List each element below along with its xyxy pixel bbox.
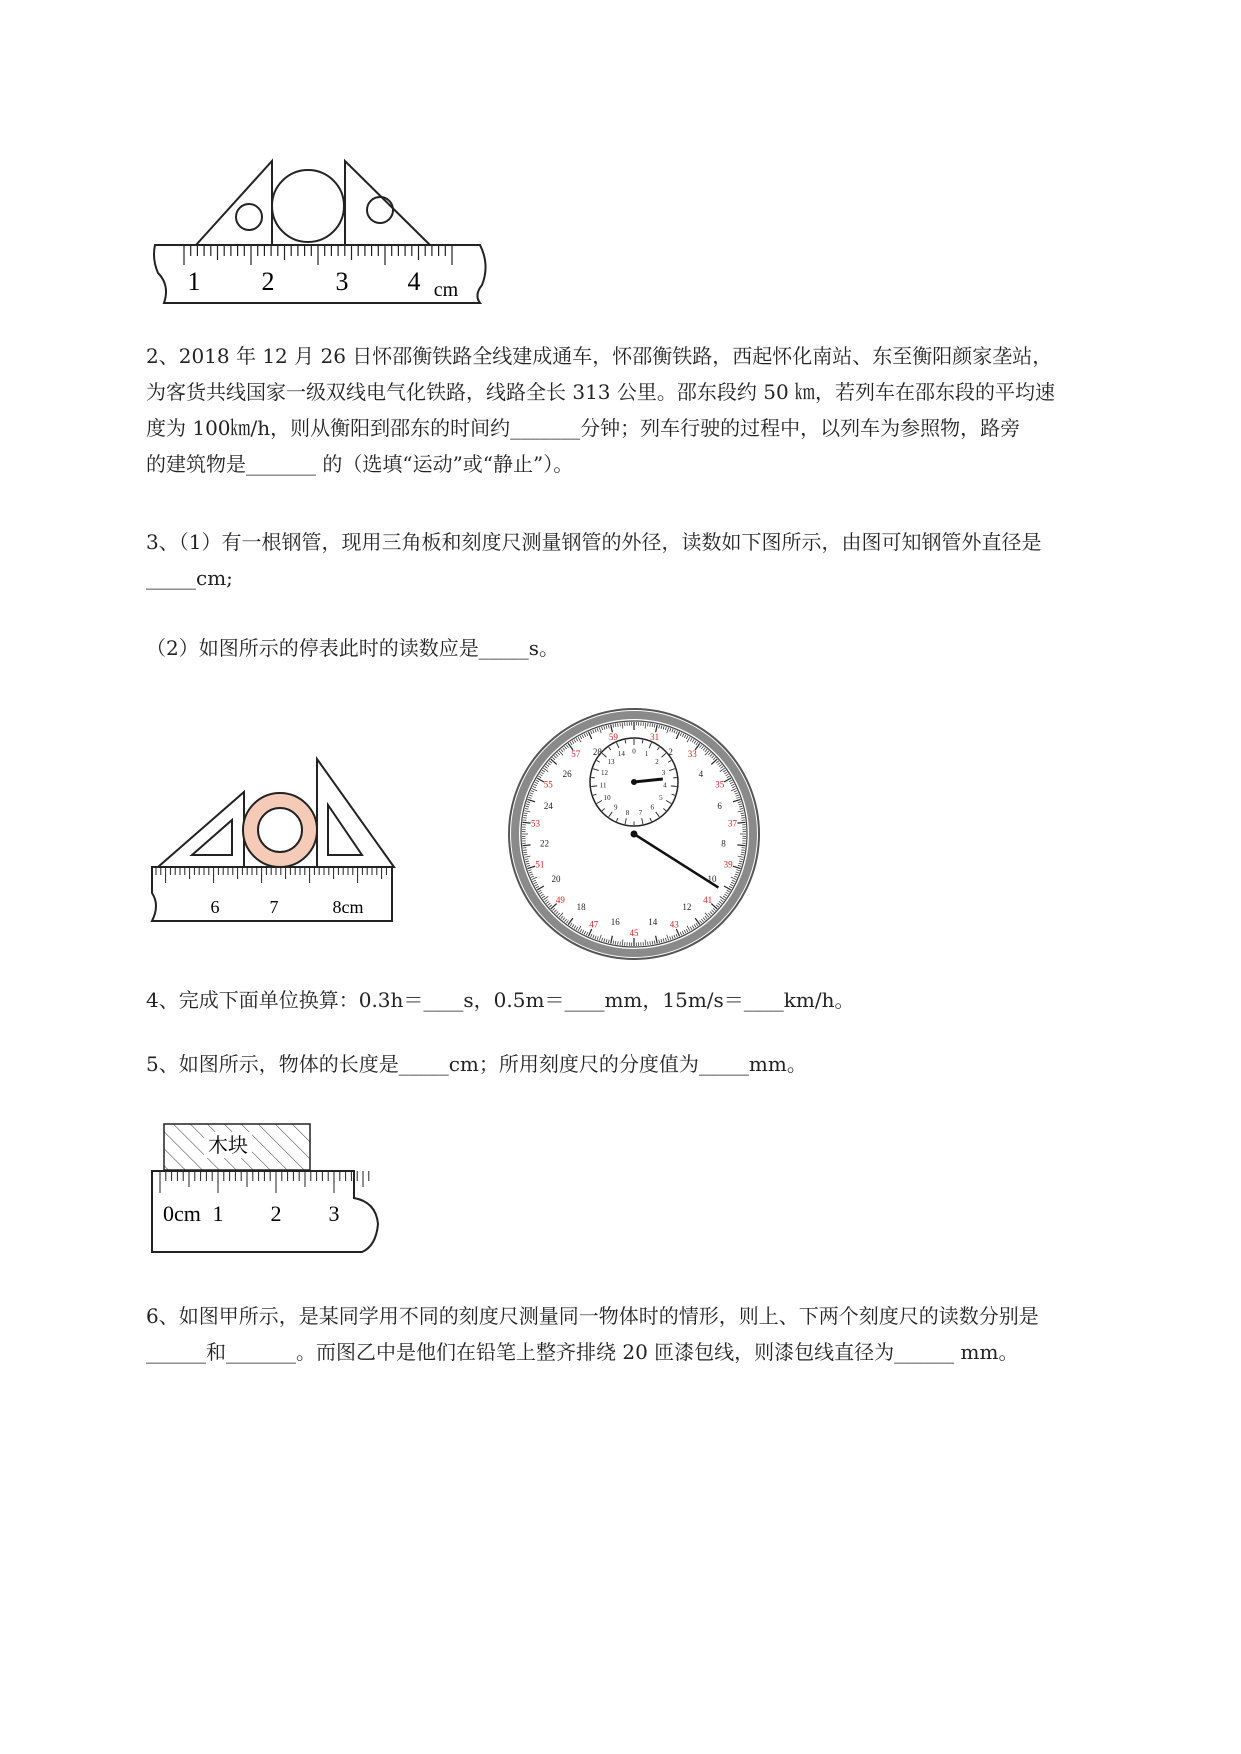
question-4 (146, 982, 1156, 1018)
dial-label: 2 (668, 746, 673, 757)
dial-label-red: 55 (543, 779, 553, 790)
dial-label-red: 39 (723, 859, 733, 870)
q4-text: 4、完成下面单位换算：0.3h＝____s，0.5m＝____mm，15m/s＝____km/h。 (146, 988, 855, 1012)
wood-block-label: 木块 (208, 1135, 248, 1157)
inner-dial-label: 4 (663, 781, 667, 790)
dial-label-red: 47 (589, 919, 599, 930)
q2-line1: 2、2018 年 12 月 26 日怀邵衡铁路全线建成通车，怀邵衡铁路，西起怀化南站、东至衡阳颜家垄站， (146, 344, 1053, 368)
dial-label: 28 (592, 746, 602, 757)
dial-label: 8 (721, 838, 726, 849)
fig1-label-3: 3 (335, 267, 349, 296)
wood-block-figure (150, 1118, 390, 1258)
inner-dial-label: 9 (614, 803, 618, 812)
inner-dial-tick (671, 786, 677, 787)
inner-dial-label: 7 (638, 808, 643, 817)
q2-line3: 度为 100㎞/h，则从衡阳到邵东的时间约_______分钟；列车行驶的过程中，以列车为参照物，路旁 (146, 416, 1021, 440)
dial-tick (523, 845, 531, 846)
q3-line3: （2）如图所示的停表此时的读数应是_____s。 (146, 636, 559, 660)
dial-label: 14 (648, 917, 658, 928)
dial-label-red: 49 (555, 895, 565, 906)
dial-label: 12 (682, 901, 692, 912)
question-5 (146, 1046, 1156, 1082)
inner-dial-label: 8 (625, 808, 630, 817)
dial-label-red: 57 (571, 748, 581, 759)
stopwatch (506, 706, 762, 962)
dial-label: 18 (576, 901, 586, 912)
inner-dial-label: 2 (655, 757, 659, 766)
dial-label-red: 43 (669, 919, 679, 930)
q5-text: 5、如图所示，物体的长度是_____cm；所用刻度尺的分度值为_____mm。 (146, 1052, 807, 1076)
dial-label: 4 (698, 768, 704, 779)
dial-label-red: 51 (535, 859, 545, 870)
inner-dial-label: 11 (599, 781, 607, 790)
dial-label-red: 33 (687, 748, 697, 759)
dial-label-red: 31 (650, 732, 660, 743)
dial-label: 6 (717, 801, 722, 812)
inner-dial-label: 14 (617, 750, 625, 759)
dial-label: 20 (551, 874, 561, 884)
dial-label: 24 (543, 801, 553, 812)
q2-line4: 的建筑物是_______ 的（选填“运动”或“静止”）。 (146, 452, 574, 476)
fig3-label-0cm: 0cm (163, 1201, 201, 1226)
inner-dial-label: 6 (650, 803, 654, 812)
dial-tick (523, 822, 531, 823)
dial-label-red: 37 (727, 818, 737, 829)
inner-dial-label: 10 (603, 794, 611, 802)
inner-dial-label: 0 (632, 747, 636, 756)
dial-label-red: 41 (703, 895, 713, 906)
dial-label: 16 (610, 917, 620, 928)
fig2-label-8cm: 8cm (332, 897, 364, 917)
fig1-label-1: 1 (187, 267, 201, 296)
dial-label: 22 (539, 838, 549, 849)
dial-label-red: 45 (629, 928, 639, 938)
inner-dial-tick (591, 786, 597, 787)
inner-dial-label: 5 (659, 794, 663, 802)
question-3-part2 (146, 630, 1156, 666)
fig1-label-4: 4 (407, 267, 421, 296)
dial-label: 10 (707, 874, 717, 884)
inner-dial-label: 12 (601, 768, 609, 777)
inner-dial-label: 1 (644, 750, 649, 759)
fig3-label-1: 1 (212, 1201, 224, 1226)
dial-tick (737, 822, 745, 823)
fig3-label-3: 3 (328, 1201, 340, 1226)
fig1-unit: cm (433, 279, 459, 301)
dial-label-red: 35 (715, 779, 725, 790)
q6-line2: ______和_______。而图乙中是他们在铅笔上整齐排绕 20 匝漆包线，则漆包线直径为______ mm。 (146, 1340, 1019, 1364)
question-3 (146, 524, 1156, 596)
pipe-measure-figure (148, 755, 398, 925)
fig2-label-7: 7 (269, 897, 279, 917)
inner-dial-label: 3 (661, 768, 666, 777)
question-6 (146, 1298, 1156, 1370)
fig2-label-6: 6 (210, 897, 220, 917)
dial-label-red: 59 (608, 732, 618, 743)
inner-dial-label: 13 (607, 757, 615, 766)
fig1-label-2: 2 (261, 267, 275, 296)
q3-line2: _____cm; (146, 566, 233, 590)
question-2 (146, 338, 1156, 482)
dial-tick (737, 845, 745, 846)
q6-line1: 6、如图甲所示，是某同学用不同的刻度尺测量同一物体时的情形，则上、下两个刻度尺的读数分别是 (146, 1304, 1039, 1328)
q3-line1: 3、（1）有一根钢管，现用三角板和刻度尺测量钢管的外径，读数如下图所示，由图可知钢管外直径是 (146, 530, 1042, 554)
dial-label-red: 53 (531, 818, 541, 829)
fig3-label-2: 2 (270, 1201, 282, 1226)
dial-label: 26 (562, 768, 572, 779)
q2-line2: 为客货共线国家一级双线电气化铁路，线路全长 313 公里。邵东段约 50 ㎞，若列车在邵东段的平均速 (146, 380, 1056, 404)
ruler-figure-1 (150, 155, 490, 305)
